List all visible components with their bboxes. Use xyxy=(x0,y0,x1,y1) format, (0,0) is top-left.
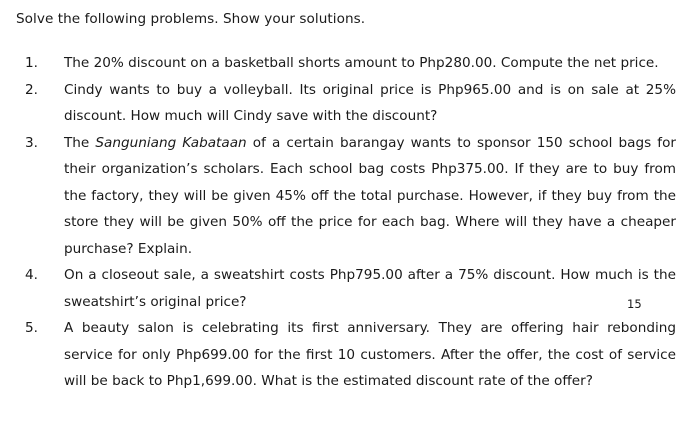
problem-number: 3. xyxy=(25,134,38,151)
emphasized-term: Sanguniang Kabataan xyxy=(95,134,247,151)
problem-3 xyxy=(16,130,676,263)
problem-text: A beauty salon is celebrating its first anniversary. They are offering hair rebonding service for only Php699.00 for the first 10 customers. After the offer, the cost of service will be back to Php1,699.00. What is the estimated discount rate of the offer? xyxy=(64,320,676,389)
page-number: 15 xyxy=(627,297,642,311)
problem-number: 5. xyxy=(25,320,38,336)
problem-number: 2. xyxy=(25,81,38,98)
problem-number: 4. xyxy=(25,267,38,283)
problem-4 xyxy=(16,262,676,315)
problem-text: Cindy wants to buy a volleyball. Its original price is Php965.00 and is on sale at 25% discount. How much will Cindy save with the discount? xyxy=(64,81,676,124)
problem-5 xyxy=(16,315,676,395)
instructions-text: Solve the following problems. Show your solutions. xyxy=(16,11,366,27)
problem-number: 1. xyxy=(25,55,38,71)
problem-text: On a closeout sale, a sweatshirt costs Php795.00 after a 75% discount. How much is the sweatshirt’s original price? xyxy=(64,267,676,310)
problem-1 xyxy=(16,50,676,77)
problem-2 xyxy=(16,77,676,130)
problem-list xyxy=(16,50,676,395)
problem-text: The 20% discount on a basketball shorts amount to Php280.00. Compute the net price. xyxy=(64,55,659,71)
problem-text-after-emphasis: of a certain barangay wants to sponsor 150 school bags for their organization’s scholars. Each school bag costs Php375.00. If they are to buy from the factory, they will be given 45% off the total purchase. However, if they buy from the store they will be given 50% off the price for each bag. Where will they have a cheaper purchase? Explain. xyxy=(64,134,676,257)
problem-text-before-emphasis: The xyxy=(64,134,96,151)
